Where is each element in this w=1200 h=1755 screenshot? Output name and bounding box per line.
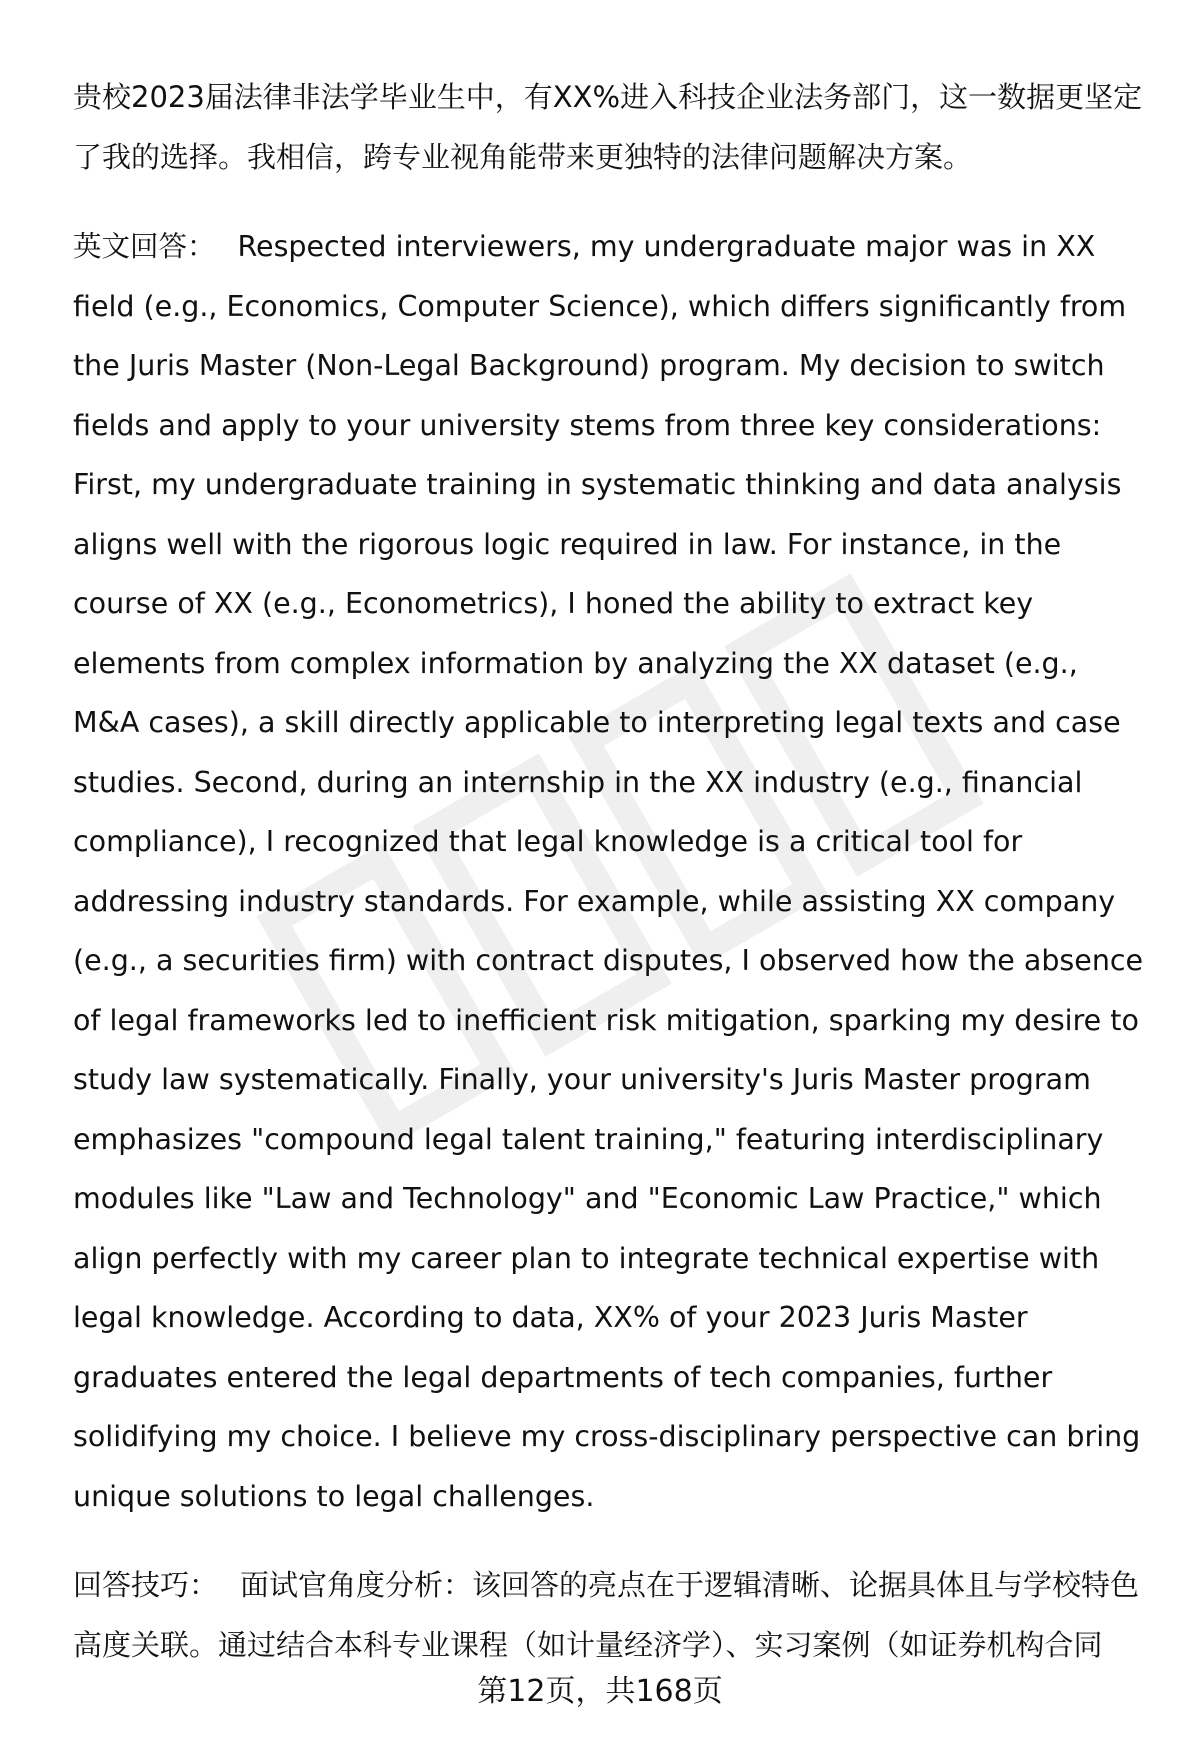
page-number: 第12页，共168页 [477,1674,723,1709]
english-answer-paragraph [73,217,1153,1526]
intro-paragraph: 贵校2023届法律非法学毕业生中，有XX%进入科技企业法务部门，这一数据更坚定了我的选择。我相信，跨专业视角能带来更独特的法律问题解决方案。 [73,80,1143,174]
tips-label: 回答技巧： [73,1568,219,1602]
english-answer-label: 英文回答： [73,230,216,263]
english-answer-text: Respected interviewers, my undergraduate major was in XX field (e.g., Economics, Computer Science), which differs significantly from the Juris Master (Non-Legal Background) program. My decision to switch fields and apply to your university stems from three key considerations: First, my undergraduate training in systematic thinking and data analysis aligns well with the rigorous logic required in law. For instance, in the course of XX (e.g., Econometrics), I honed the ability to extract key elements from complex information by analyzing the XX dataset (e.g., M&A cases), a skill directly applicable to interpreting legal texts and case studies. Second, during an internship in the XX industry (e.g., financial compliance), I recognized that legal knowledge is a critical tool for addressing industry standards. For example, while assisting XX company (e.g., a securities firm) with contract disputes, I observed how the absence of legal frameworks led to inefficient risk mitigation, sparking my desire to study law systematically. Finally, your university's Juris Master program emphasizes "compound legal talent training," featuring interdisciplinary modules like "Law and Technology" and "Economic Law Practice," which align perfectly with my career plan to integrate technical expertise with legal knowledge. According to data, XX% of your 2023 Juris Master graduates entered the legal departments of tech companies, further solidifying my choice. I believe my cross-disciplinary perspective can bring unique solutions to legal challenges. [73,230,1144,1513]
tips-paragraph [73,1556,1153,1675]
tips-text: 面试官角度分析：该回答的亮点在于逻辑清晰、论据具体且与学校特色高度关联。通过结合本科专业课程（如计量经济学）、实习案例（如证券机构合同 [73,1568,1140,1662]
main-content [73,68,1153,1675]
